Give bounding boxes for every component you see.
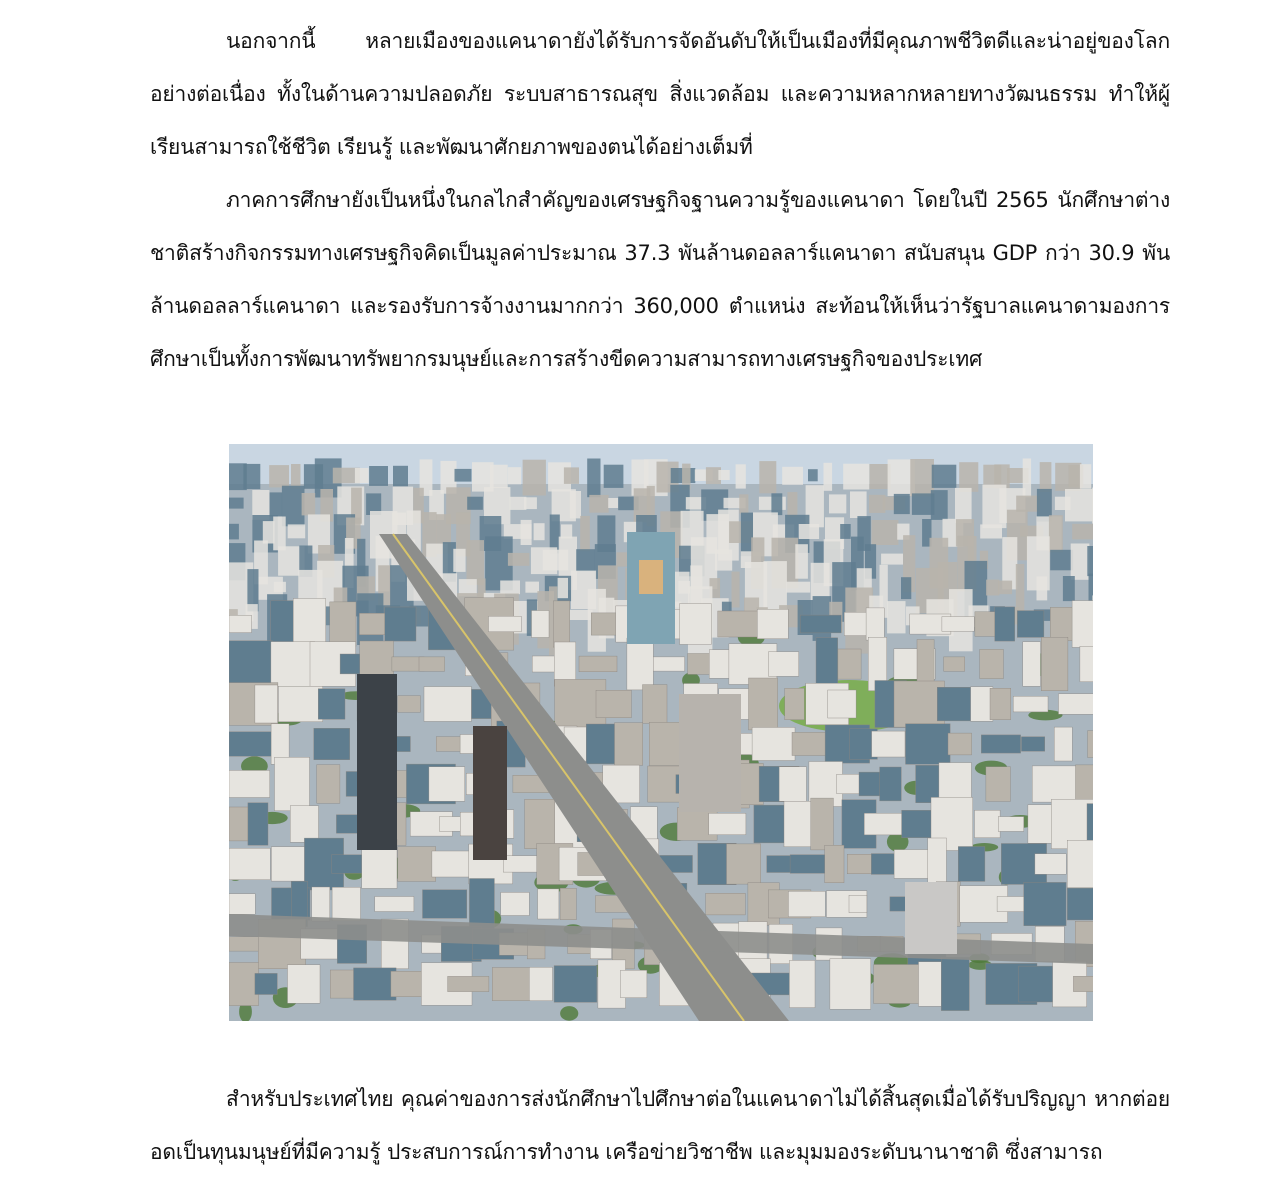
- city-building: [872, 731, 905, 757]
- city-building: [423, 890, 467, 918]
- distant-building: [570, 491, 581, 518]
- city-building: [986, 767, 1011, 802]
- distant-building: [269, 465, 289, 487]
- paragraph-education-economy: ภาคการศึกษายังเป็นหนึ่งในกลไกสำคัญของเศรษฐกิจฐานความรู้ของแคนาดา โดยในปี 2565 นักศึกษาต่างชาติสร้างกิจกรรมทางเศรษฐกิจคิดเป็นมูลค่าประมาณ 37.3 พันล้านดอลลาร์แคนาดา สนับสนุน GDP กว่า 30.9 พันล้านดอลลาร์แคนาดา และรองรับการจ้างงานมากกว่า 360,000 ตำแหน่ง สะท้อนให้เห็นว่ารัฐบาลแคนาดามองการศึกษาเป็นทั้งการพัฒนาทรัพยากรมนุษย์และการสร้างขีดความสามารถทางเศรษฐกิจของประเทศ: [150, 188, 1170, 371]
- city-building: [788, 891, 825, 916]
- distant-building: [523, 460, 546, 496]
- city-building: [586, 724, 618, 764]
- city-building: [229, 770, 270, 797]
- distant-building: [843, 464, 869, 490]
- distant-building: [771, 493, 782, 515]
- tower-billboard-panel: [639, 560, 663, 594]
- city-building: [448, 976, 489, 991]
- distant-building: [589, 495, 608, 513]
- city-building: [944, 657, 965, 671]
- city-building: [398, 847, 436, 882]
- city-building: [385, 607, 416, 641]
- distant-building: [274, 582, 286, 592]
- distant-building: [718, 470, 729, 480]
- city-building: [318, 689, 345, 720]
- city-building: [643, 685, 668, 724]
- distant-building: [1037, 576, 1048, 600]
- city-building: [1059, 694, 1094, 714]
- city-building: [560, 888, 576, 920]
- city-building: [229, 937, 262, 951]
- city-building: [1087, 804, 1093, 845]
- tower-dark-left: [357, 674, 397, 850]
- distant-building: [872, 520, 899, 545]
- city-building: [275, 757, 310, 810]
- tower-dark-center: [473, 726, 507, 860]
- distant-building: [534, 523, 545, 540]
- city-building: [596, 690, 631, 718]
- city-building: [229, 641, 273, 687]
- distant-building: [1092, 488, 1093, 524]
- city-building: [271, 847, 304, 881]
- distant-building: [910, 459, 934, 496]
- distant-building: [732, 572, 740, 608]
- city-building: [1088, 731, 1093, 758]
- distant-building: [561, 524, 572, 538]
- city-building: [621, 970, 647, 997]
- distant-building: [881, 554, 903, 565]
- distant-building: [782, 467, 803, 485]
- city-building: [255, 685, 278, 723]
- distant-building: [715, 550, 732, 571]
- city-building: [314, 728, 350, 760]
- city-building: [229, 963, 259, 1006]
- tower-gray-center: [679, 694, 741, 812]
- distant-building: [759, 461, 776, 493]
- distant-building: [1071, 544, 1090, 580]
- city-building: [1024, 882, 1066, 925]
- city-building: [874, 965, 925, 1004]
- distant-building: [869, 464, 890, 489]
- city-building: [1076, 765, 1094, 803]
- distant-building: [824, 463, 833, 491]
- distant-building: [1049, 515, 1063, 552]
- distant-building: [608, 498, 618, 508]
- distant-building: [467, 540, 485, 585]
- city-building: [492, 968, 531, 1001]
- city-building: [553, 601, 569, 647]
- city-building: [785, 688, 804, 719]
- city-building: [998, 817, 1024, 832]
- city-building: [880, 767, 902, 801]
- city-building: [800, 615, 841, 633]
- city-illustration: [229, 444, 1093, 1021]
- city-building: [971, 687, 993, 721]
- distant-building: [1063, 576, 1075, 601]
- city-building: [255, 973, 277, 994]
- distant-building: [273, 517, 286, 551]
- city-building: [1013, 696, 1048, 712]
- distant-building: [580, 516, 590, 551]
- distant-building: [564, 467, 579, 484]
- city-building: [419, 657, 445, 671]
- city-building: [1080, 646, 1093, 681]
- city-building: [489, 616, 522, 632]
- city-building: [1067, 840, 1093, 888]
- distant-building: [263, 521, 275, 543]
- distant-building: [786, 582, 810, 593]
- distant-building: [1040, 462, 1052, 492]
- distant-building: [840, 524, 851, 539]
- distant-building: [887, 601, 905, 633]
- distant-building: [500, 581, 520, 595]
- distant-building: [901, 577, 911, 599]
- city-building: [429, 767, 465, 802]
- distant-building: [1016, 496, 1040, 512]
- distant-building: [787, 492, 797, 517]
- distant-building: [467, 497, 483, 510]
- city-building: [981, 735, 1020, 753]
- distant-building: [799, 524, 819, 539]
- city-building: [779, 767, 806, 801]
- city-building: [757, 609, 788, 638]
- city-building: [975, 810, 1001, 837]
- city-building: [354, 968, 397, 1000]
- distant-building: [894, 494, 910, 514]
- distant-building: [980, 524, 1002, 538]
- distant-building: [959, 462, 978, 492]
- distant-building: [455, 469, 472, 482]
- distant-building: [270, 492, 283, 516]
- city-building: [290, 806, 318, 842]
- distant-building: [302, 493, 316, 515]
- city-building: [554, 966, 597, 1003]
- city-building: [980, 649, 1004, 678]
- city-building: [1072, 601, 1093, 648]
- distant-building: [510, 497, 527, 510]
- city-building: [709, 813, 746, 834]
- city-building: [627, 638, 653, 690]
- distant-building: [1065, 489, 1093, 521]
- distant-building: [1072, 524, 1093, 540]
- city-building: [424, 687, 471, 722]
- distant-building: [736, 464, 746, 488]
- city-building: [375, 897, 414, 912]
- city-building: [990, 688, 1011, 720]
- distant-building: [369, 466, 388, 486]
- city-building: [767, 856, 793, 873]
- tree-patch: [560, 1006, 578, 1021]
- city-building: [317, 765, 340, 804]
- city-building: [1041, 637, 1068, 691]
- city-building: [995, 607, 1015, 641]
- city-building: [653, 657, 684, 671]
- distant-building: [453, 549, 465, 572]
- city-building: [838, 649, 861, 679]
- city-building: [816, 638, 838, 690]
- city-building: [789, 960, 815, 1007]
- distant-building: [490, 465, 508, 488]
- distant-building: [850, 491, 867, 518]
- distant-building: [1087, 546, 1093, 576]
- distant-building: [932, 465, 957, 488]
- city-building: [248, 803, 268, 845]
- distant-building: [576, 549, 595, 571]
- city-building: [1073, 976, 1093, 991]
- distant-building: [986, 580, 999, 596]
- city-building: [866, 608, 884, 640]
- city-building: [538, 889, 559, 919]
- city-building: [769, 652, 799, 677]
- city-building: [942, 617, 974, 632]
- distant-building: [521, 520, 532, 545]
- city-building: [864, 813, 908, 835]
- city-building: [271, 642, 315, 687]
- distant-building: [243, 464, 260, 489]
- city-building: [958, 847, 985, 882]
- distant-building: [795, 544, 808, 579]
- city-building: [1023, 642, 1041, 686]
- city-building: [811, 798, 834, 850]
- city-building: [1054, 727, 1072, 761]
- distant-building: [393, 466, 408, 487]
- distant-building: [1050, 550, 1073, 571]
- paragraph-quality-of-life: นอกจากนี้ หลายเมืองของแคนาดายังได้รับการจัดอันดับให้เป็นเมืองที่มีคุณภาพชีวิตดีและน่าอยู่ของโลกอย่างต่อเนื่อง ทั้งในด้านความปลอดภัย ระบบสาธารณสุข สิ่งแวดล้อม และความหลากหลายทางวัฒนธรรม ทำให้ผู้เรียนสามารถใช้ชีวิต เรียนรู้ และพัฒนาศักยภาพของตนได้อย่างเต็มที่: [150, 29, 1170, 159]
- city-building: [615, 723, 643, 766]
- city-building: [894, 681, 945, 727]
- distant-building: [508, 553, 530, 566]
- city-building: [229, 848, 270, 879]
- distant-building: [931, 490, 948, 520]
- distant-building: [524, 497, 537, 509]
- city-building: [330, 602, 356, 646]
- city-building: [948, 733, 972, 755]
- city-building: [288, 965, 321, 1004]
- city-building: [312, 887, 330, 921]
- distant-building: [355, 468, 369, 483]
- distant-building: [229, 498, 244, 509]
- city-building: [229, 615, 252, 632]
- city-building: [278, 686, 322, 722]
- city-building: [752, 727, 795, 760]
- city-building: [1017, 611, 1044, 638]
- city-building: [727, 844, 761, 884]
- city-building: [849, 895, 867, 913]
- city-building: [997, 897, 1025, 912]
- city-building: [1067, 888, 1093, 920]
- city-building: [579, 656, 617, 672]
- distant-building: [1080, 464, 1091, 489]
- distant-building: [229, 524, 239, 540]
- city-building: [749, 678, 778, 730]
- distant-building: [525, 582, 539, 593]
- city-building: [1035, 854, 1066, 875]
- city-building: [532, 611, 550, 638]
- paragraph-thailand-value: สำหรับประเทศไทย คุณค่าของการส่งนักศึกษาไปศึกษาต่อในแคนาดาไม่ได้สิ้นสุดเมื่อได้รับปริญญา หากต่อยอดเป็นทุนมนุษย์ที่มีความรู้ ประสบการณ์การทำงาน เครือข่ายวิชาชีพ และมุมมองระดับนานาชาติ ซึ่งสามารถ: [150, 1087, 1170, 1164]
- city-building: [830, 959, 871, 1010]
- distant-building: [508, 467, 521, 484]
- city-building: [825, 845, 844, 883]
- city-building: [469, 879, 494, 930]
- distant-building: [604, 465, 624, 488]
- distant-building: [955, 488, 972, 523]
- city-building: [828, 690, 856, 718]
- city-building: [332, 887, 360, 921]
- city-building: [1021, 737, 1044, 752]
- distant-building: [739, 494, 748, 513]
- distant-building: [998, 581, 1012, 595]
- tower-white-right: [905, 882, 957, 954]
- city-building: [501, 892, 530, 915]
- city-building: [941, 957, 969, 1010]
- city-building: [706, 893, 746, 915]
- city-building: [229, 894, 255, 915]
- city-building: [680, 604, 712, 645]
- distant-building: [829, 494, 846, 513]
- city-building: [591, 613, 616, 635]
- city-aerial-photo: [229, 444, 1093, 1021]
- city-building: [906, 724, 951, 765]
- distant-building: [288, 524, 306, 538]
- distant-building: [291, 464, 301, 489]
- distant-building: [587, 459, 600, 498]
- distant-building: [558, 578, 568, 598]
- distant-building: [808, 469, 818, 481]
- city-building: [398, 696, 421, 713]
- city-building: [529, 967, 552, 1001]
